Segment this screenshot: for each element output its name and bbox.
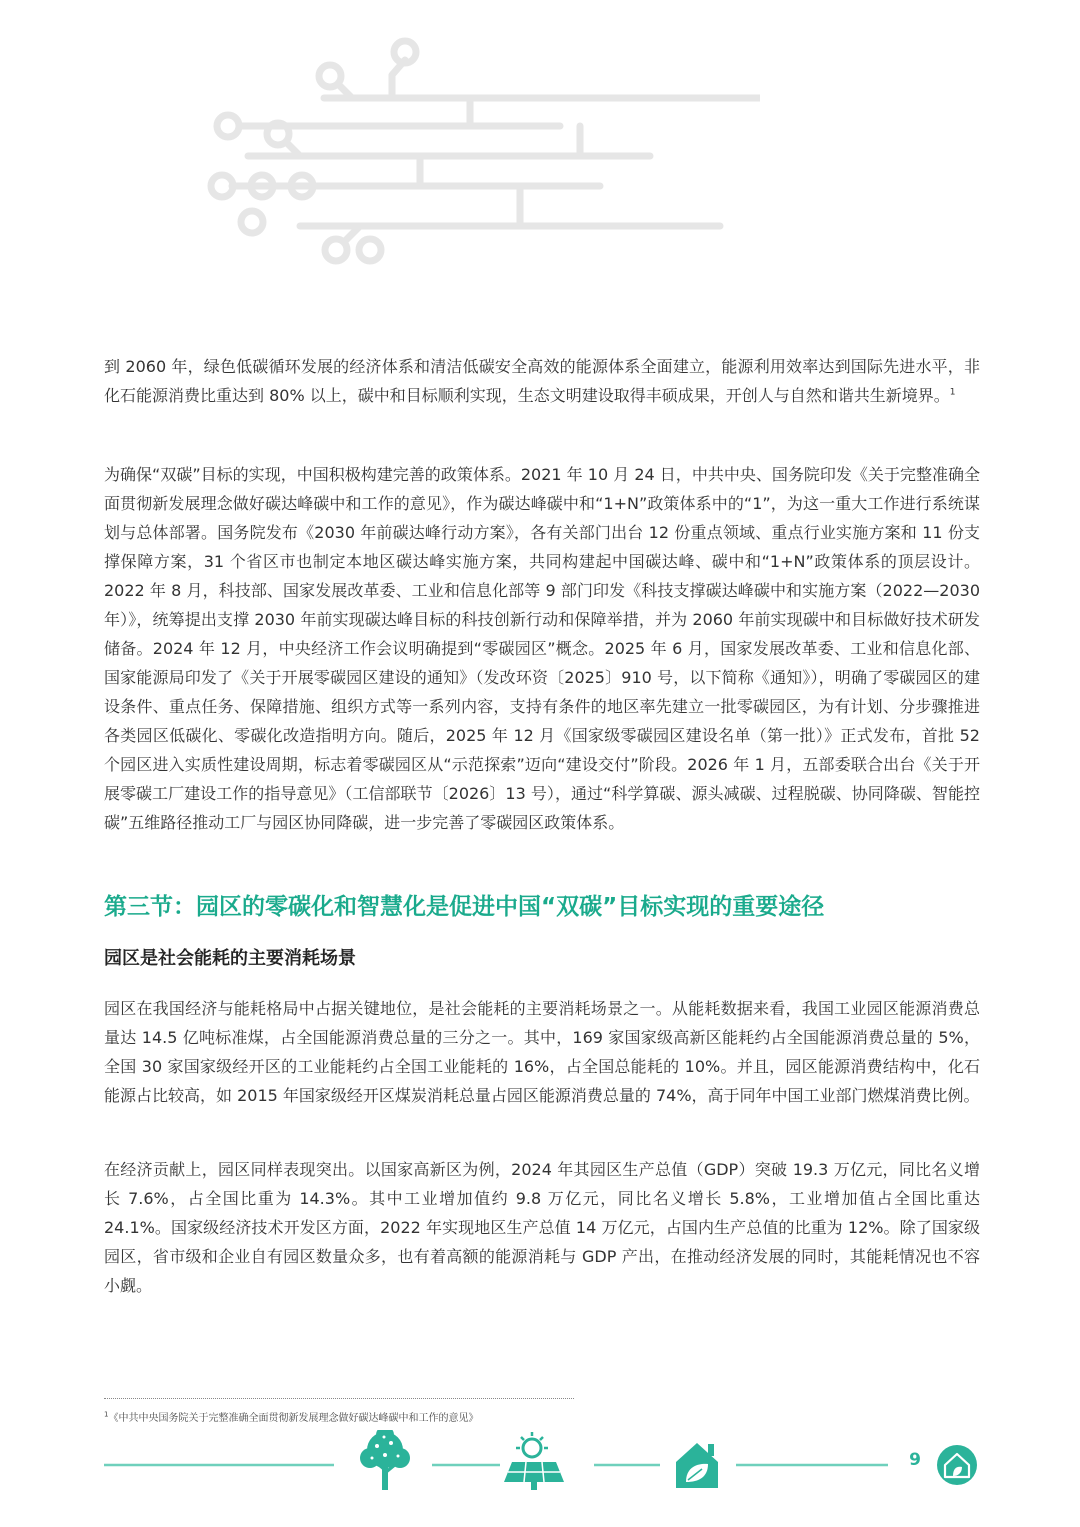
paragraph-energy-consumption: 园区在我国经济与能耗格局中占据关键地位，是社会能耗的主要消耗场景之一。从能耗数据来看，我国工业园区能源消费总量达 14.5 亿吨标准煤，占全国能源消费总量的三分之一。其中，169 家国家级高新区能耗约占全国能源消费总量的 5%，全国 30 家国家级经开区的工业能耗约占全国工业能耗的 16%，占全国总能耗的 10%。并且，园区能源消费结构中，化石能源占比较高，如 2015 年国家级经开区煤炭消耗总量占园区能源消费总量的 74%，高于同年中国工业部门燃煤消费比例。 [104, 999, 980, 1105]
circuit-decoration [200, 30, 760, 290]
footnote-divider [104, 1398, 574, 1399]
footnote-text: 《中共中央国务院关于完整准确全面贯彻新发展理念做好碳达峰碳中和工作的意见》 [108, 1413, 479, 1424]
subsection-title: 园区是社会能耗的主要消耗场景 [104, 948, 356, 969]
solar-panel-icon [504, 1432, 564, 1490]
eco-home-icon [676, 1443, 718, 1488]
page-number: 9 [909, 1450, 921, 1470]
paragraph-policy-system: 为确保“双碳”目标的实现，中国积极构建完善的政策体系。2021 年 10 月 24 日，中共中央、国务院印发《关于完整准确全面贯彻新发展理念做好碳达峰碳中和工作的意见》，作为碳达峰碳中和“1+N”政策体系中的“1”，为这一重大工作进行系统谋划与总体部署。国务院发布《2030 年前碳达峰行动方案》，各有关部门出台 12 份重点领域、重点行业实施方案和 11 份支撑保障方案，31 个省区市也制定本地区碳达峰实施方案，共同构建起中国碳达峰、碳中和“1+N”政策体系的顶层设计。2022 年 8 月，科技部、国家发展改革委、工业和信息化部等 9 部门印发《科技支撑碳达峰碳中和实施方案（2022—2030 年）》，统筹提出支撑 2030 年前实现碳达峰目标的科技创新行动和保障举措，并为 2060 年前实现碳中和目标做好技术研发储备。2024 年 12 月，中央经济工作会议明确提到“零碳园区”概念。2025 年 6 月，国家发展改革委、工业和信息化部、国家能源局印发了《关于开展零碳园区建设的通知》（发改环资〔2025〕910 号，以下简称《通知》），明确了零碳园区的建设条件、重点任务、保障措施、组织方式等一系列内容，支持有条件的地区率先建立一批零碳园区，为有计划、分步骤推进各类园区低碳化、零碳化改造指明方向。随后，2025 年 12 月《国家级零碳园区建设名单（第一批）》正式发布，首批 52 个园区进入实质性建设周期，标志着零碳园区从“示范探索”迈向“建设交付”阶段。2026 年 1 月，五部委联合出台《关于开展零碳工厂建设工作的指导意见》（工信部联节〔2026〕13 号），通过“科学算碳、源头减碳、过程脱碳、协同降碳、智能控碳”五维路径推动工厂与园区协同降碳，进一步完善了零碳园区政策体系。 [104, 465, 980, 832]
footnote-reference[interactable]: 1 [949, 387, 956, 398]
paragraph-economic-contribution: 在经济贡献上，园区同样表现突出。以国家高新区为例，2024 年其园区生产总值（GDP）突破 19.3 万亿元，同比名义增长 7.6%，占全国比重为 14.3%。其中工业增加值约 9.8 万亿元，同比名义增长 5.8%，工业增加值占全国比重达 24.1%。国家级经济技术开发区方面，2022 年实现地区生产总值 14 万亿元，占国内生产总值的比重为 12%。除了国家级园区，省市级和企业自有园区数量众多，也有着高额的能源消耗与 GDP 产出，在推动经济发展的同时，其能耗情况也不容小觑。 [104, 1160, 980, 1295]
tree-icon [360, 1430, 410, 1490]
home-badge-icon [937, 1445, 977, 1485]
footnote-marker: 1 [104, 1410, 109, 1419]
paragraph-text: 到 2060 年，绿色低碳循环发展的经济体系和清洁低碳安全高效的能源体系全面建立，能源利用效率达到国际先进水平，非化石能源消费比重达到 80% 以上，碳中和目标顺利实现，生态文明建设取得丰硕成果，开创人与自然和谐共生新境界。 [104, 357, 980, 405]
footnote [104, 1409, 478, 1424]
paragraph-carbon-neutral-2060 [104, 352, 980, 410]
section-title: 第三节：园区的零碳化和智慧化是促进中国“双碳”目标实现的重要途径 [104, 894, 825, 920]
